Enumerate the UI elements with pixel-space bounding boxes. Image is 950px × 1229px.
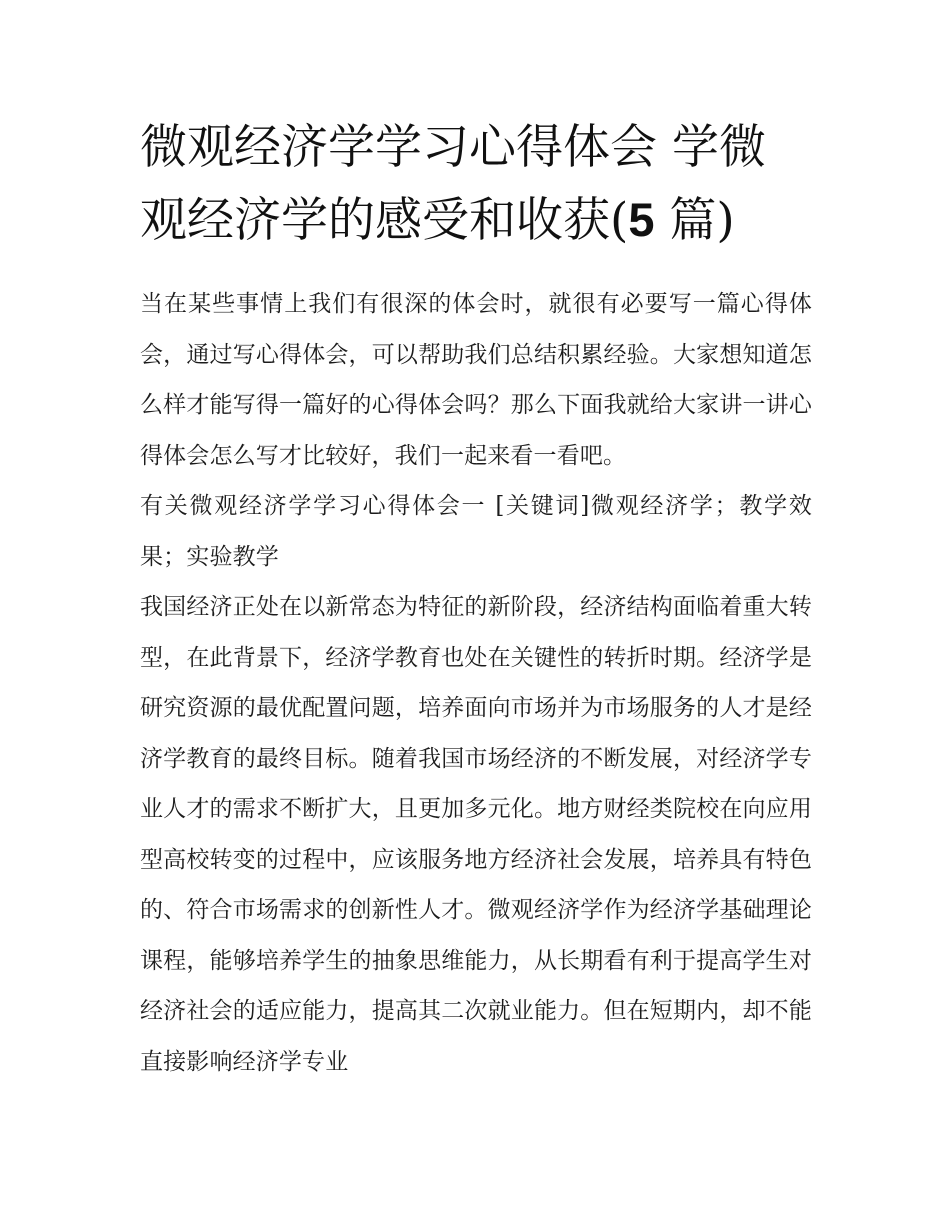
keywords-paragraph: 有关微观经济学学习心得体会一 [关键词]微观经济学；教学效果；实验教学 <box>140 493 812 570</box>
title-number: 5 <box>628 193 655 246</box>
title-text-part2: 篇) <box>654 193 735 248</box>
document-title <box>140 112 812 257</box>
intro-paragraph: 当在某些事情上我们有很深的体会时，就很有必要写一篇心得体会，通过写心得体会，可以帮助我们总结积累经验。大家想知道怎么样才能写得一篇好的心得体会吗？那么下面我就给大家讲一讲心得体会怎么写才比较好，我们一起来看一看吧。 <box>140 291 812 469</box>
title-text-part1: 微观经济学学习心得体会 学微观经济学的感受和收获( <box>140 120 766 248</box>
body-paragraph: 我国经济正处在以新常态为特征的新阶段，经济结构面临着重大转型，在此背景下，经济学教育也处在关键性的转折时期。经济学是研究资源的最优配置问题，培养面向市场并为市场服务的人才是经济学教育的最终目标。随着我国市场经济的不断发展，对经济学专业人才的需求不断扩大，且更加多元化。地方财经类院校在向应用型高校转变的过程中，应该服务地方经济社会发展，培养具有特色的、符合市场需求的创新性人才。微观经济学作为经济学基础理论课程，能够培养学生的抽象思维能力，从长期看有利于提高学生对经济社会的适应能力，提高其二次就业能力。但在短期内，却不能直接影响经济学专业 <box>140 594 812 1075</box>
document-page <box>140 112 812 1087</box>
